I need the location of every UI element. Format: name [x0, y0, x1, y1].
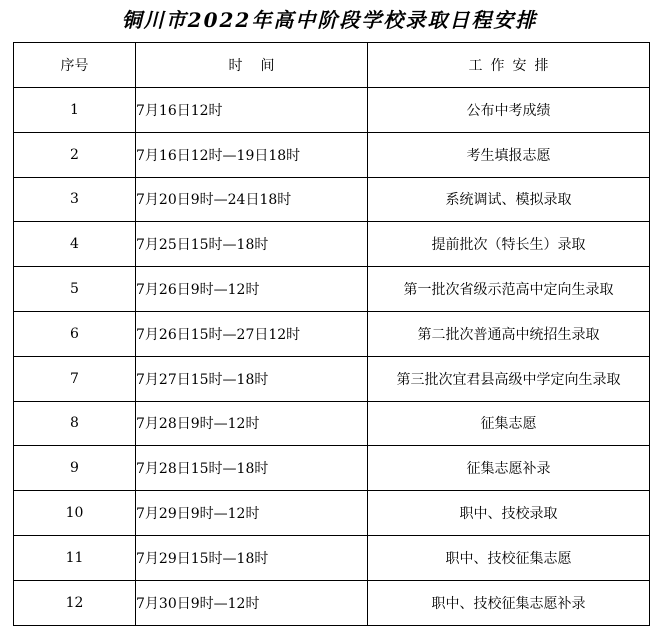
row-work: 职中、技校录取	[368, 491, 650, 536]
row-serial-number: 4	[14, 222, 136, 267]
table-row	[14, 491, 650, 536]
row-time: 7月29日9时—12时	[136, 491, 368, 536]
row-time: 7月26日9时—12时	[136, 267, 368, 312]
row-time: 7月28日9时—12时	[136, 401, 368, 446]
table-row	[14, 580, 650, 625]
table-row	[14, 401, 650, 446]
table-row	[14, 222, 650, 267]
row-time: 7月26日15时—27日12时	[136, 311, 368, 356]
row-time: 7月30日9时—12时	[136, 580, 368, 625]
row-work: 提前批次（特长生）录取	[368, 222, 650, 267]
row-time: 7月16日12时—19日18时	[136, 132, 368, 177]
row-serial-number: 3	[14, 177, 136, 222]
table-row	[14, 88, 650, 133]
row-serial-number: 5	[14, 267, 136, 312]
row-time: 7月25日15时—18时	[136, 222, 368, 267]
header-work-arrangement: 工作安排	[368, 43, 650, 88]
row-time: 7月28日15时—18时	[136, 446, 368, 491]
row-work: 第一批次省级示范高中定向生录取	[368, 267, 650, 312]
table-row	[14, 535, 650, 580]
row-serial-number: 6	[14, 311, 136, 356]
table-row	[14, 177, 650, 222]
row-time: 7月27日15时—18时	[136, 356, 368, 401]
table-row	[14, 132, 650, 177]
row-serial-number: 10	[14, 491, 136, 536]
schedule-table	[13, 42, 650, 626]
row-serial-number: 7	[14, 356, 136, 401]
document-title: 铜川市2022年高中阶段学校录取日程安排	[121, 8, 538, 32]
row-time: 7月29日15时—18时	[136, 535, 368, 580]
header-time: 时间	[136, 43, 368, 88]
row-work: 第三批次宜君县高级中学定向生录取	[368, 356, 650, 401]
row-serial-number: 11	[14, 535, 136, 580]
row-serial-number: 12	[14, 580, 136, 625]
table-row	[14, 356, 650, 401]
row-serial-number: 9	[14, 446, 136, 491]
table-row	[14, 267, 650, 312]
row-work: 职中、技校征集志愿	[368, 535, 650, 580]
row-time: 7月16日12时	[136, 88, 368, 133]
row-work: 征集志愿	[368, 401, 650, 446]
row-work: 职中、技校征集志愿补录	[368, 580, 650, 625]
table-row	[14, 446, 650, 491]
row-work: 系统调试、模拟录取	[368, 177, 650, 222]
row-work: 第二批次普通高中统招生录取	[368, 311, 650, 356]
header-serial-number: 序号	[14, 43, 136, 88]
row-work: 考生填报志愿	[368, 132, 650, 177]
row-serial-number: 2	[14, 132, 136, 177]
row-serial-number: 8	[14, 401, 136, 446]
table-header-row	[14, 43, 650, 88]
row-serial-number: 1	[14, 88, 136, 133]
table-row	[14, 311, 650, 356]
row-work: 公布中考成绩	[368, 88, 650, 133]
row-work: 征集志愿补录	[368, 446, 650, 491]
row-time: 7月20日9时—24日18时	[136, 177, 368, 222]
